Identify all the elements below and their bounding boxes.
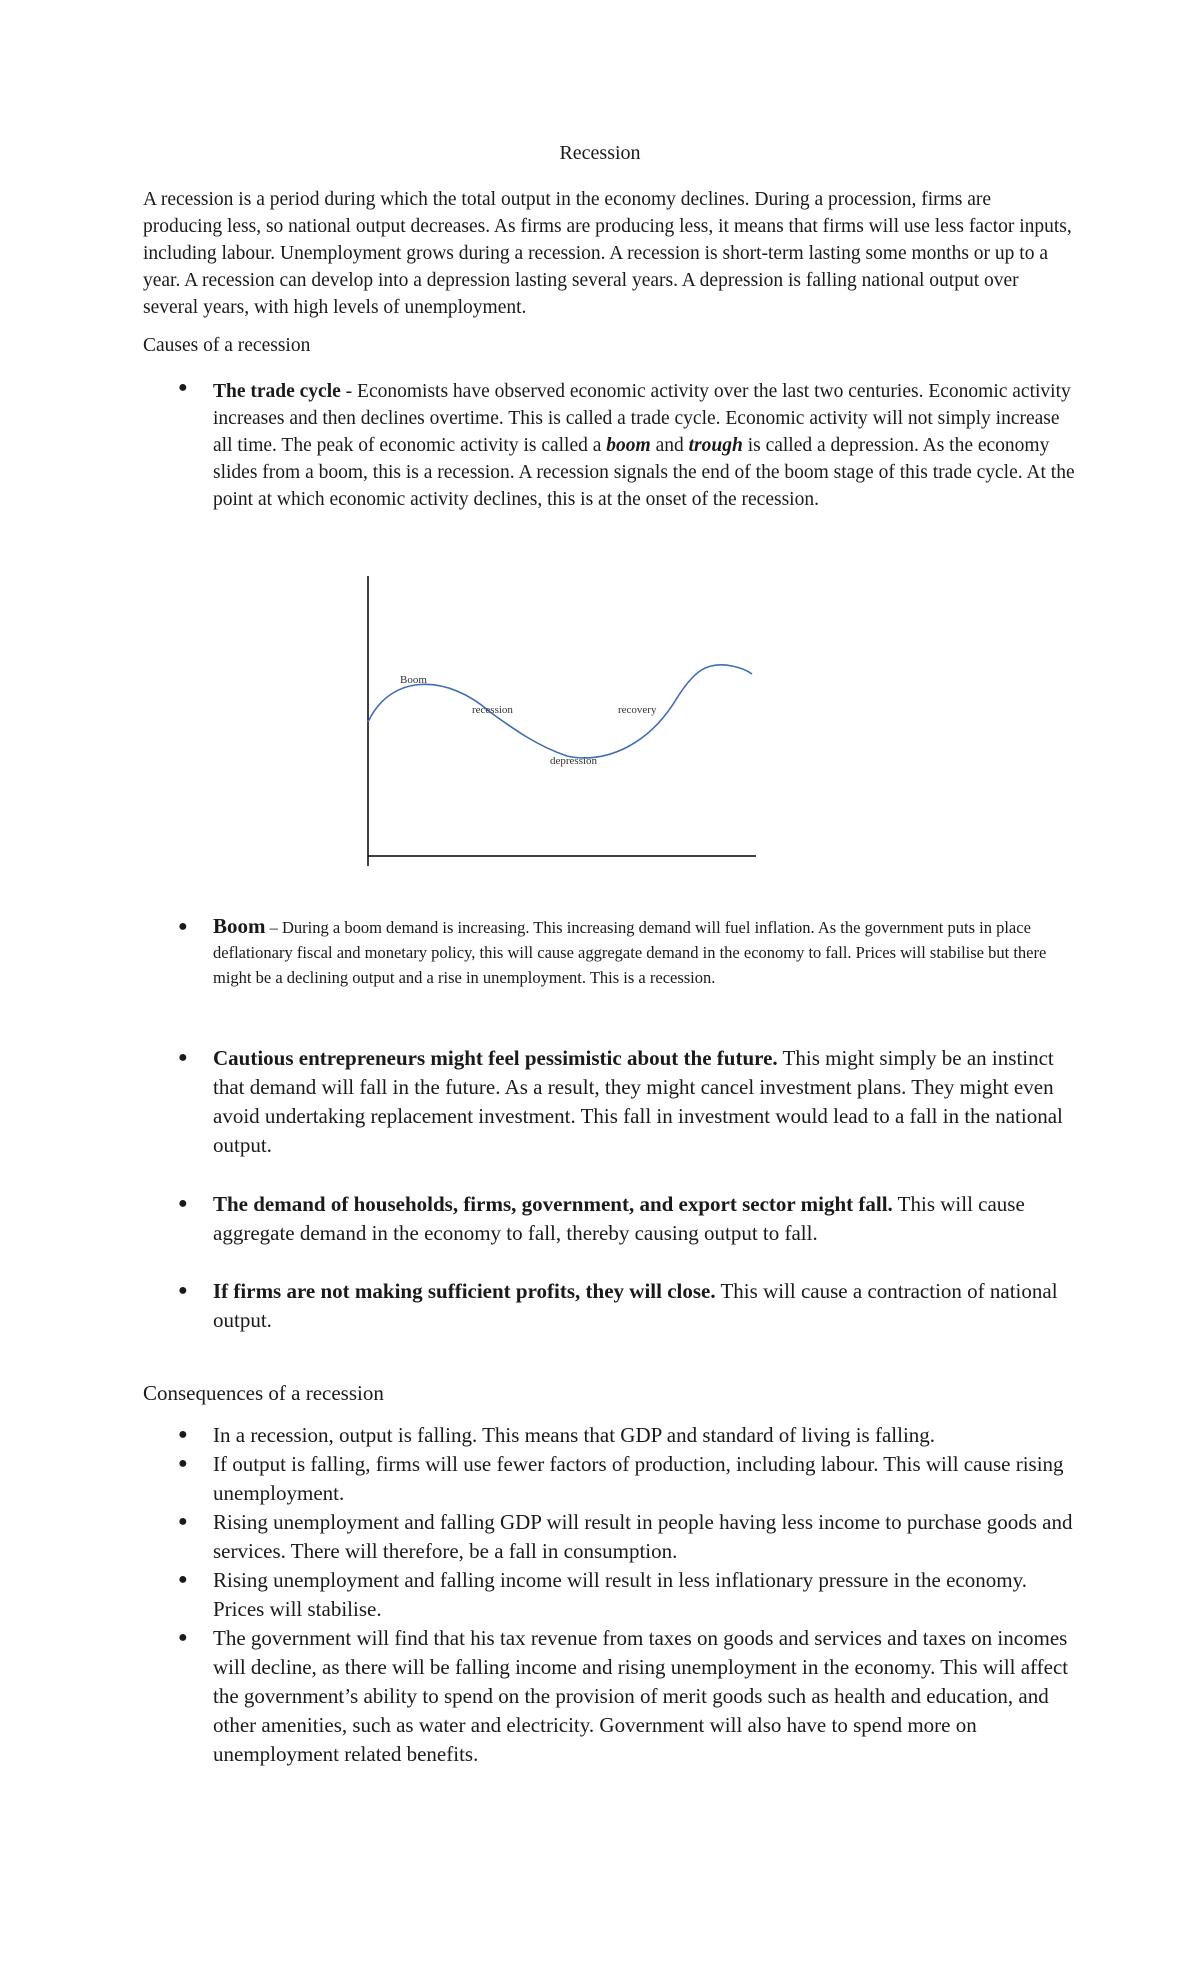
cause-entrepreneurs (213, 1044, 1083, 1160)
page-title: Recession (559, 142, 641, 164)
cause-lead: The demand of households, firms, government, and export sector might fall. (213, 1192, 893, 1216)
cause-text: This might simply be an instinct that demand will fall in the future. As a result, they might cancel investment plans. They might even avoid undertaking replacement investment. This fall in investment would lead to a fall in the national output. (213, 1046, 1063, 1157)
cause-text: This will cause a contraction of national output. (213, 1279, 1058, 1332)
label-boom: Boom (400, 674, 427, 686)
bullet-icon: ● (178, 1426, 188, 1443)
label-recovery: recovery (618, 704, 657, 716)
cause-text: - Economists have observed economic activity over the last two centuries. Economic activity increases and then declines overtime. This is called a trade cycle. Economic activity will not simply increase all time. The peak of economic activity is called a (213, 381, 1071, 456)
cause-profits (213, 1277, 1083, 1335)
bullet-icon: ● (178, 1049, 188, 1066)
bullet-icon: ● (178, 379, 188, 396)
causes-heading: Causes of a recession (143, 335, 311, 356)
emphasis-trough: trough (688, 435, 743, 456)
cause-text: is called a depression. As the economy slides from a boom, this is a recession. A recession signals the end of the boom stage of this trade cycle. At the point at which economic activity declines, this is at the onset of the recession. (213, 435, 1075, 510)
consequences-heading: Consequences of a recession (143, 1381, 384, 1405)
cause-trade-cycle (213, 378, 1083, 513)
consequence-item: Rising unemployment and falling GDP will result in people having less income to purchase goods and services. There will therefore, be a fall in consumption. (213, 1510, 1073, 1563)
bullet-icon: ● (178, 1282, 188, 1299)
consequence-item: If output is falling, firms will use fewer factors of production, including labour. This will cause rising unemployment. (213, 1452, 1064, 1505)
bullet-icon: ● (178, 1195, 188, 1212)
bullet-icon: ● (178, 918, 188, 935)
trade-cycle-diagram (362, 576, 762, 870)
emphasis-boom: boom (606, 435, 651, 456)
label-recession: recession (472, 704, 513, 716)
cause-text: and (650, 435, 689, 456)
cause-boom (213, 914, 1083, 990)
intro-paragraph: A recession is a period during which the total output in the economy declines. During a procession, firms are producing less, so national output decreases. As firms are producing less, it means that firms will use less factor inputs, including labour. Unemployment grows during a recession. A recession is short-term lasting some months or up to a year. A recession can develop into a depression lasting several years. A depression is falling national output over several years, with high levels of unemployment. (143, 189, 1072, 318)
bullet-icon: ● (178, 1455, 188, 1472)
label-depression: depression (550, 755, 598, 767)
cause-text: – During a boom demand is increasing. This increasing demand will fuel inflation. As the government puts in place deflationary fiscal and monetary policy, this will cause aggregate demand in the economy to fall. Prices will stabilise but there might be a declining output and a rise in unemployment. This is a recession. (213, 918, 1047, 987)
bullet-icon: ● (178, 1629, 188, 1646)
consequence-item: In a recession, output is falling. This means that GDP and standard of living is falling. (213, 1423, 936, 1447)
consequence-item: Rising unemployment and falling income will result in less inflationary pressure in the economy. Prices will stabilise. (213, 1568, 1027, 1621)
bullet-icon: ● (178, 1513, 188, 1530)
cause-lead: Boom (213, 914, 266, 938)
cause-lead: Cautious entrepreneurs might feel pessimistic about the future. (213, 1046, 778, 1070)
cause-lead: The trade cycle (213, 381, 341, 402)
trade-cycle-svg (362, 576, 762, 870)
bullet-icon: ● (178, 1571, 188, 1588)
cause-demand (213, 1190, 1083, 1248)
cause-lead: If firms are not making sufficient profits, they will close. (213, 1279, 716, 1303)
cause-text: This will cause aggregate demand in the economy to fall, thereby causing output to fall. (213, 1192, 1025, 1245)
consequence-item: The government will find that his tax revenue from taxes on goods and services and taxes on incomes will decline, as there will be falling income and rising unemployment in the economy. This will affect the government’s ability to spend on the provision of merit goods such as health and education, and other amenities, such as water and electricity. Government will also have to spend more on unemployment related benefits. (213, 1626, 1069, 1766)
